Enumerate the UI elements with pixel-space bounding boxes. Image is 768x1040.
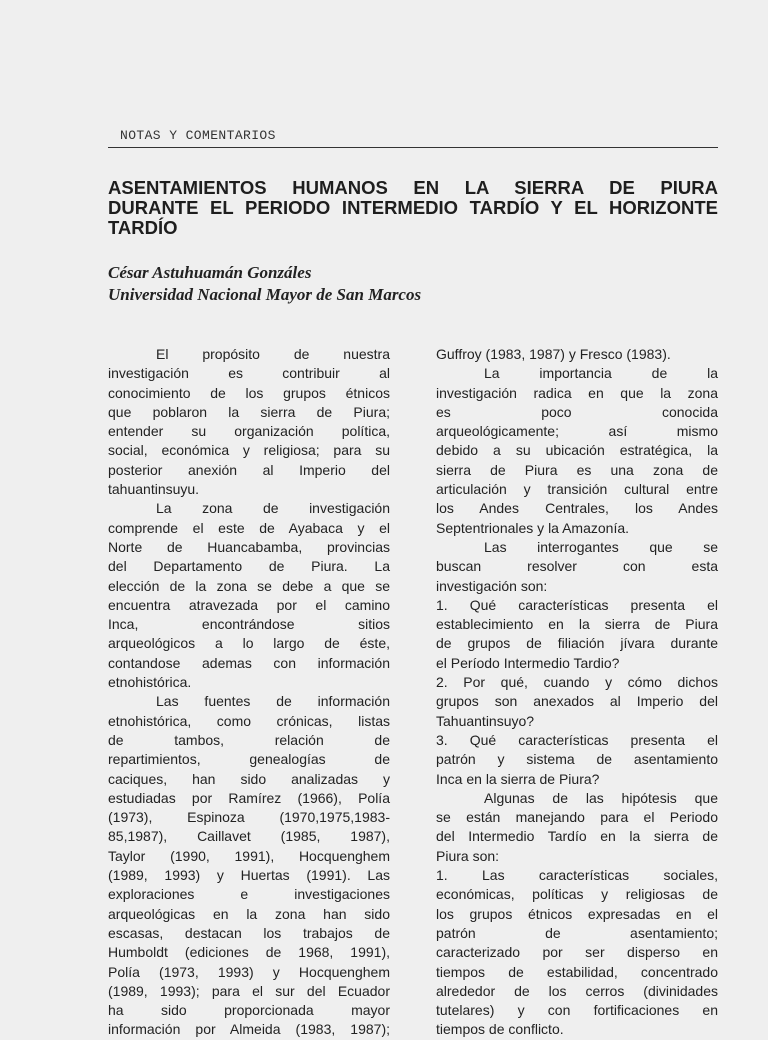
text-line: arqueológicos a lo largo de éste, — [108, 635, 390, 652]
paragraph — [108, 499, 390, 692]
text-line: elección de la zona se debe a que se — [108, 577, 390, 594]
text-line: patrón y sistema de asentamiento — [436, 751, 718, 768]
paragraph — [436, 789, 718, 1040]
text-line: de tambos, relación de — [108, 731, 390, 748]
paragraph — [108, 692, 390, 1039]
text-line: que poblaron la sierra de Piura; — [108, 403, 390, 420]
text-line: grupos son anexados al Imperio del — [436, 693, 718, 710]
text-line: La zona de investigación — [156, 500, 390, 517]
text-line: Norte de Huancabamba, provincias — [108, 538, 390, 555]
text-line: Taylor (1990, 1991), Hocquenghem — [108, 847, 390, 864]
text-line: 3. Qué características presenta el — [436, 731, 718, 748]
text-line: 2. Por qué, cuando y cómo dichos — [436, 674, 718, 691]
text-line: Inca en la sierra de Piura? — [436, 770, 600, 787]
text-line: investigación son: — [436, 577, 548, 594]
text-line: Algunas de las hipótesis que — [484, 789, 718, 806]
text-line: alrededor de los cerros (divinidades — [436, 982, 718, 999]
text-line: los grupos étnicos expresadas en el — [436, 905, 718, 922]
text-line: 1. Qué características presenta el — [436, 596, 718, 613]
text-line: tiempos de conflicto. — [436, 1021, 564, 1038]
title-line: TARDÍO — [108, 217, 178, 238]
text-line: sierra de Piura es una zona de — [436, 461, 718, 478]
article-title — [108, 178, 718, 238]
text-line: es poco conocida — [436, 403, 718, 420]
paragraph — [436, 538, 718, 789]
text-line: tutelares) y con fortificaciones en — [436, 1002, 718, 1019]
text-line: investigación radica en que la zona — [436, 384, 718, 401]
text-line: ha sido proporcionada mayor — [108, 1002, 390, 1019]
title-line: DURANTE EL PERIODO INTERMEDIO TARDÍO Y EL HORIZONTE — [108, 197, 718, 218]
right-column — [436, 345, 718, 1040]
text-line: (1973), Espinoza (1970,1975,1983- — [108, 809, 390, 826]
text-line: Tahuantinsuyo? — [436, 712, 535, 729]
text-line: Humboldt (ediciones de 1968, 1991), — [108, 944, 390, 961]
text-line: Inca, encontrándose sitios — [108, 616, 390, 633]
text-line: (1989, 1993) y Huertas (1991). Las — [108, 867, 390, 884]
text-line: 85,1987), Caillavet (1985, 1987), — [108, 828, 390, 845]
text-line: etnohistórica. — [108, 674, 192, 691]
text-line: entender su organización política, — [108, 423, 390, 440]
text-line: (1989, 1993); para el sur del Ecuador — [108, 982, 390, 999]
text-line: caracterizado por ser disperso en — [436, 944, 718, 961]
text-line: Septentrionales y la Amazonía. — [436, 519, 630, 536]
paragraph — [436, 364, 718, 538]
paragraph — [108, 345, 390, 499]
section-label: NOTAS Y COMENTARIOS — [120, 128, 276, 143]
text-line: Polía (1973, 1993) y Hocquenghem — [108, 963, 390, 980]
text-line: arqueológicamente; así mismo — [436, 423, 718, 440]
left-column — [108, 345, 390, 1040]
text-line: tiempos de estabilidad, concentrado — [436, 963, 718, 980]
text-line: Guffroy (1983, 1987) y Fresco (1983). — [436, 346, 671, 362]
author-name: César Astuhuamán Gonzáles — [108, 263, 312, 282]
text-line: La importancia de la — [484, 365, 718, 382]
text-line: se están manejando para el Periodo — [436, 809, 718, 826]
text-line: del Departamento de Piura. La — [108, 558, 390, 575]
text-line: conocimiento de los grupos étnicos — [108, 384, 390, 401]
text-line: 1. Las características sociales, — [436, 867, 718, 884]
text-line: escasas, destacan los trabajos de — [108, 924, 390, 941]
text-line: comprende el este de Ayabaca y el — [108, 519, 390, 536]
text-line: los Andes Centrales, los Andes — [436, 500, 718, 517]
text-line: articulación y transición cultural entre — [436, 481, 718, 498]
text-line: posterior anexión al Imperio del — [108, 461, 390, 478]
text-line: Las fuentes de información — [156, 693, 390, 710]
text-line: repartimientos, genealogías de — [108, 751, 390, 768]
text-line: etnohistórica, como crónicas, listas — [108, 712, 390, 729]
text-line: caciques, han sido analizadas y — [108, 770, 390, 787]
text-line: del Intermedio Tardío en la sierra de — [436, 828, 718, 845]
text-line: de grupos de filiación jívara durante — [436, 635, 718, 652]
text-line: social, económica y religiosa; para su — [108, 442, 390, 459]
paragraph — [436, 345, 718, 364]
author-affiliation: Universidad Nacional Mayor de San Marcos — [108, 285, 422, 304]
text-line: contandose ademas con información — [108, 654, 390, 671]
text-line: patrón de asentamiento; — [436, 924, 718, 941]
title-line: ASENTAMIENTOS HUMANOS EN LA SIERRA DE PIURA — [108, 177, 718, 198]
header-rule — [108, 147, 718, 148]
text-line: Piura son: — [436, 847, 500, 864]
text-line: investigación es contribuir al — [108, 365, 390, 382]
text-line: arqueológicas en la zona han sido — [108, 905, 390, 922]
text-line: estudiadas por Ramírez (1966), Polía — [108, 789, 390, 806]
text-line: el Período Intermedio Tardio? — [436, 654, 620, 671]
text-line: información por Almeida (1983, 1987); — [108, 1021, 390, 1038]
text-line: encuentra atravezada por el camino — [108, 596, 390, 613]
text-line: tahuantinsuyu. — [108, 481, 200, 498]
text-line: establecimiento en la sierra de Piura — [436, 616, 718, 633]
text-line: debido a su ubicación estratégica, la — [436, 442, 718, 459]
text-line: Las interrogantes que se — [484, 538, 718, 555]
text-line: El propósito de nuestra — [156, 346, 390, 362]
text-line: exploraciones e investigaciones — [108, 886, 390, 903]
text-line: económicas, políticas y religiosas de — [436, 886, 718, 903]
text-line: buscan resolver con esta — [436, 558, 718, 575]
